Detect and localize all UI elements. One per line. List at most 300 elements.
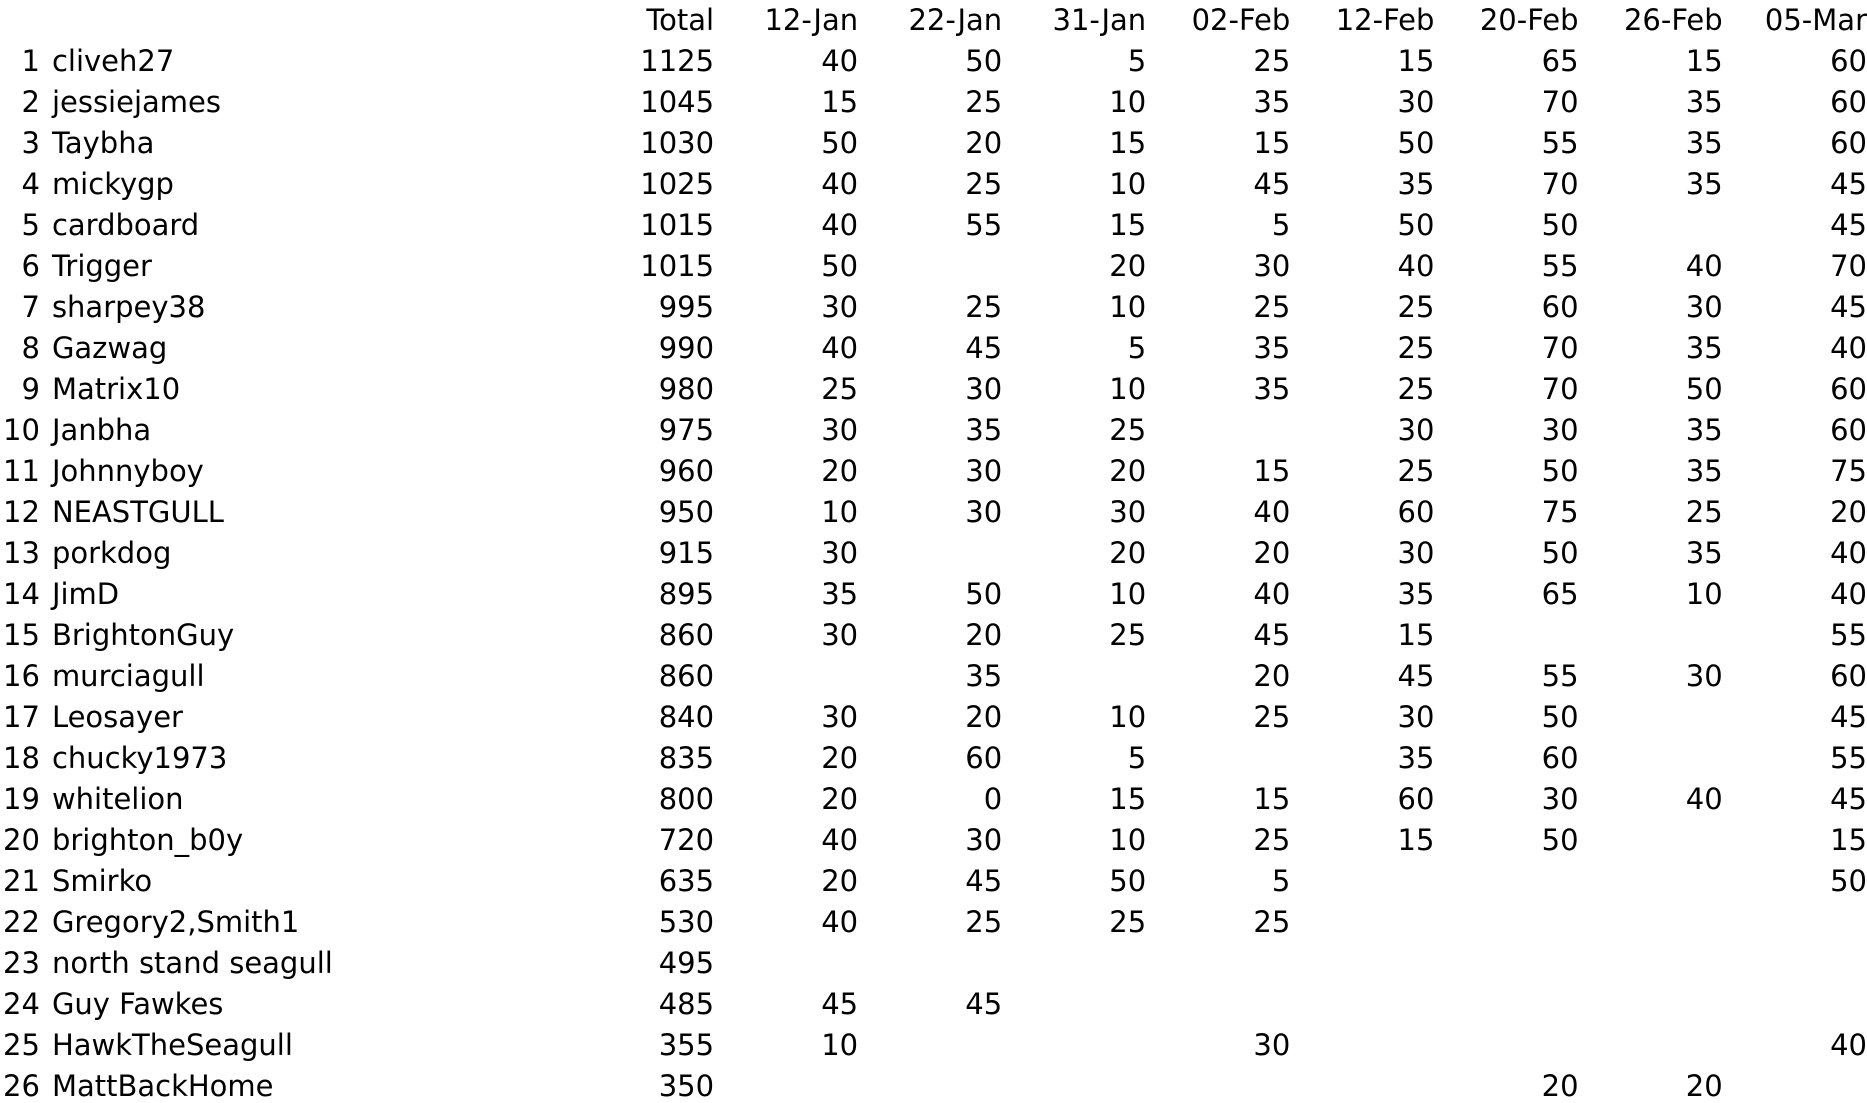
score-cell: 70 (1541, 372, 1579, 406)
total-cell: 1015 (640, 208, 715, 242)
score-cell: 40 (1397, 249, 1435, 283)
player-name-cell: Guy Fawkes (51, 987, 224, 1021)
score-cell: 25 (1253, 700, 1291, 734)
score-cell (1002, 1066, 1146, 1103)
score-cell: 70 (1541, 85, 1579, 119)
player-name-cell: HawkTheSeagull (51, 1028, 293, 1062)
table-row (0, 984, 1867, 1025)
total-cell: 950 (658, 495, 715, 529)
score-cell: 50 (1685, 372, 1723, 406)
score-cell: 35 (965, 659, 1003, 693)
score-cell: 45 (965, 987, 1003, 1021)
score-cell (1290, 1025, 1434, 1066)
score-cell: 30 (821, 290, 859, 324)
rank-cell: 8 (21, 331, 40, 365)
rank-cell: 25 (3, 1028, 40, 1062)
score-cell: 20 (1830, 495, 1867, 529)
rank-cell: 13 (3, 536, 40, 570)
table-row (0, 123, 1867, 164)
score-cell: 45 (1830, 782, 1867, 816)
table-row (0, 902, 1867, 943)
score-cell: 25 (1109, 413, 1147, 447)
score-cell: 15 (1397, 44, 1435, 78)
table-row (0, 451, 1867, 492)
score-cell (858, 1025, 1002, 1066)
score-cell: 25 (1397, 290, 1435, 324)
date-header: 05-Mar (1764, 3, 1867, 37)
date-header: 26-Feb (1623, 3, 1723, 37)
score-cell: 35 (821, 577, 859, 611)
score-cell: 55 (1541, 659, 1579, 693)
score-cell (1434, 902, 1578, 943)
score-cell: 30 (965, 823, 1003, 857)
table-row (0, 779, 1867, 820)
date-header: 31-Jan (1052, 3, 1147, 37)
rank-cell: 22 (3, 905, 40, 939)
date-header: 02-Feb (1191, 3, 1291, 37)
score-cell: 40 (1253, 577, 1291, 611)
score-cell: 10 (1109, 167, 1147, 201)
score-cell (1579, 943, 1723, 984)
score-cell: 25 (1253, 44, 1291, 78)
leaderboard-rows (0, 41, 1867, 1103)
score-cell: 5 (1127, 331, 1147, 365)
player-name-cell: Trigger (51, 249, 152, 283)
score-cell: 10 (1109, 85, 1147, 119)
score-cell (1434, 615, 1578, 656)
total-cell: 1025 (640, 167, 715, 201)
score-cell: 40 (1830, 536, 1867, 570)
score-cell: 50 (1830, 864, 1867, 898)
player-name-cell: Johnnyboy (51, 454, 204, 488)
score-cell: 60 (1830, 44, 1867, 78)
score-cell: 45 (821, 987, 859, 1021)
total-cell: 720 (658, 823, 715, 857)
player-name-cell: jessiejames (51, 85, 221, 119)
score-cell: 35 (1253, 85, 1291, 119)
score-cell: 35 (1685, 536, 1723, 570)
total-cell: 975 (658, 413, 715, 447)
score-cell: 5 (1127, 741, 1147, 775)
player-name-cell: sharpey38 (51, 290, 206, 324)
total-cell: 800 (658, 782, 715, 816)
rank-cell: 6 (21, 249, 40, 283)
score-cell: 50 (1541, 536, 1579, 570)
total-cell: 895 (658, 577, 715, 611)
rank-cell: 7 (21, 290, 40, 324)
score-cell (714, 656, 858, 697)
table-row (0, 328, 1867, 369)
player-name-cell: Smirko (51, 864, 153, 898)
header-row (0, 0, 1867, 41)
table-row (0, 615, 1867, 656)
score-cell: 60 (1830, 659, 1867, 693)
rank-cell: 3 (21, 126, 40, 160)
player-name-cell: Gregory2,Smith1 (51, 905, 300, 939)
table-row (0, 1066, 1867, 1103)
player-name-cell: mickygp (51, 167, 174, 201)
total-cell: 960 (658, 454, 715, 488)
score-cell: 60 (1830, 413, 1867, 447)
score-cell: 60 (1830, 126, 1867, 160)
score-cell (1579, 1025, 1723, 1066)
score-cell (1723, 1066, 1867, 1103)
score-cell: 5 (1271, 208, 1291, 242)
score-cell: 20 (821, 864, 859, 898)
score-cell: 20 (821, 741, 859, 775)
table-row (0, 492, 1867, 533)
score-cell (1290, 1066, 1434, 1103)
score-cell: 5 (1127, 44, 1147, 78)
score-cell: 15 (1685, 44, 1723, 78)
score-cell: 15 (1109, 782, 1147, 816)
score-cell: 65 (1541, 577, 1579, 611)
total-cell: 1015 (640, 249, 715, 283)
score-cell: 50 (1541, 208, 1579, 242)
score-cell (1290, 902, 1434, 943)
score-cell: 25 (1685, 495, 1723, 529)
total-cell: 1045 (640, 85, 715, 119)
score-cell: 60 (1830, 372, 1867, 406)
score-cell: 35 (1685, 126, 1723, 160)
score-cell: 40 (821, 905, 859, 939)
score-cell: 45 (965, 864, 1003, 898)
score-cell: 50 (1397, 208, 1435, 242)
score-cell: 55 (1541, 126, 1579, 160)
player-name-cell: Janbha (51, 413, 152, 447)
score-cell: 25 (1253, 905, 1291, 939)
table-row (0, 820, 1867, 861)
score-cell (1146, 984, 1290, 1025)
score-cell: 10 (1109, 372, 1147, 406)
score-cell: 60 (1541, 290, 1579, 324)
score-cell: 40 (821, 167, 859, 201)
score-cell: 10 (821, 1028, 859, 1062)
total-cell: 835 (658, 741, 715, 775)
total-cell: 1125 (640, 44, 715, 78)
score-cell: 15 (1253, 782, 1291, 816)
rank-cell: 17 (3, 700, 40, 734)
score-cell (1434, 984, 1578, 1025)
table-row (0, 861, 1867, 902)
total-cell: 860 (658, 659, 715, 693)
score-cell: 15 (1397, 823, 1435, 857)
score-cell (1579, 205, 1723, 246)
total-cell: 860 (658, 618, 715, 652)
score-cell: 10 (821, 495, 859, 529)
score-cell: 45 (1830, 208, 1867, 242)
total-cell: 485 (658, 987, 715, 1021)
score-cell: 50 (965, 44, 1003, 78)
score-cell (858, 533, 1002, 574)
player-name-cell: whitelion (51, 782, 184, 816)
rank-cell: 23 (3, 946, 40, 980)
date-header: 22-Jan (908, 3, 1003, 37)
score-cell: 50 (821, 126, 859, 160)
total-cell: 995 (658, 290, 715, 324)
total-cell: 355 (658, 1028, 715, 1062)
total-cell: 635 (658, 864, 715, 898)
score-cell: 35 (965, 413, 1003, 447)
rank-cell: 11 (3, 454, 40, 488)
score-cell: 45 (1830, 167, 1867, 201)
score-cell: 55 (1541, 249, 1579, 283)
table-row (0, 697, 1867, 738)
score-cell: 30 (1397, 536, 1435, 570)
score-cell: 30 (1109, 495, 1147, 529)
score-cell: 20 (1685, 1069, 1723, 1103)
score-cell (1002, 656, 1146, 697)
score-cell (1146, 1066, 1290, 1103)
player-name-cell: Leosayer (51, 700, 183, 734)
score-cell: 20 (965, 618, 1003, 652)
score-cell: 30 (1253, 1028, 1291, 1062)
score-cell: 15 (1109, 208, 1147, 242)
score-cell: 30 (821, 536, 859, 570)
score-cell (858, 1066, 1002, 1103)
score-cell: 25 (965, 85, 1003, 119)
rank-cell: 2 (21, 85, 40, 119)
table-row (0, 287, 1867, 328)
score-cell: 30 (965, 372, 1003, 406)
score-cell: 40 (821, 44, 859, 78)
player-name-cell: porkdog (51, 536, 172, 570)
score-cell: 25 (965, 905, 1003, 939)
score-cell: 50 (965, 577, 1003, 611)
score-cell (714, 1066, 858, 1103)
total-cell: 495 (658, 946, 715, 980)
score-cell: 10 (1685, 577, 1723, 611)
table-row (0, 574, 1867, 615)
score-cell (1290, 943, 1434, 984)
table-row (0, 533, 1867, 574)
score-cell (1290, 984, 1434, 1025)
total-cell: 980 (658, 372, 715, 406)
score-cell: 65 (1541, 44, 1579, 78)
table-row (0, 164, 1867, 205)
score-cell (714, 943, 858, 984)
table-row (0, 369, 1867, 410)
score-cell: 35 (1685, 167, 1723, 201)
table-row (0, 205, 1867, 246)
score-cell (1723, 902, 1867, 943)
score-cell (1146, 738, 1290, 779)
score-cell: 45 (1253, 167, 1291, 201)
score-cell: 10 (1109, 700, 1147, 734)
player-name-cell: NEASTGULL (51, 495, 224, 529)
score-cell: 30 (1397, 413, 1435, 447)
score-cell: 20 (1253, 659, 1291, 693)
score-cell (1290, 861, 1434, 902)
score-cell: 45 (1830, 290, 1867, 324)
score-cell: 20 (965, 126, 1003, 160)
score-cell: 0 (983, 782, 1003, 816)
score-cell: 60 (1541, 741, 1579, 775)
rank-cell: 9 (21, 372, 40, 406)
score-cell: 50 (1541, 823, 1579, 857)
score-cell: 20 (821, 454, 859, 488)
score-cell: 40 (821, 823, 859, 857)
table-row (0, 656, 1867, 697)
total-cell: 990 (658, 331, 715, 365)
score-cell: 25 (1109, 618, 1147, 652)
score-cell (1723, 943, 1867, 984)
score-cell: 30 (1253, 249, 1291, 283)
score-cell: 30 (1541, 413, 1579, 447)
rank-cell: 21 (3, 864, 40, 898)
score-cell: 55 (1830, 741, 1867, 775)
score-cell: 35 (1397, 577, 1435, 611)
player-name-cell: cardboard (51, 208, 200, 242)
total-cell: 1030 (640, 126, 715, 160)
rank-header (0, 0, 40, 41)
score-cell: 35 (1685, 85, 1723, 119)
rank-cell: 14 (3, 577, 40, 611)
rank-cell: 4 (21, 167, 40, 201)
score-cell: 70 (1830, 249, 1867, 283)
score-cell: 40 (1830, 1028, 1867, 1062)
score-cell: 10 (1109, 290, 1147, 324)
score-cell: 45 (965, 331, 1003, 365)
score-cell: 25 (1397, 372, 1435, 406)
score-cell: 55 (965, 208, 1003, 242)
score-cell: 35 (1685, 331, 1723, 365)
score-cell: 50 (1397, 126, 1435, 160)
score-cell: 25 (1397, 331, 1435, 365)
score-cell: 50 (821, 249, 859, 283)
score-cell: 35 (1397, 741, 1435, 775)
score-cell (1434, 943, 1578, 984)
name-header (40, 0, 575, 41)
score-cell: 20 (1253, 536, 1291, 570)
score-cell (858, 246, 1002, 287)
score-cell: 70 (1541, 331, 1579, 365)
score-cell (1579, 902, 1723, 943)
score-cell: 60 (965, 741, 1003, 775)
date-header: 12-Jan (764, 3, 859, 37)
score-cell: 30 (1685, 290, 1723, 324)
score-cell: 50 (1541, 454, 1579, 488)
score-cell: 30 (965, 454, 1003, 488)
total-cell: 840 (658, 700, 715, 734)
rank-cell: 12 (3, 495, 40, 529)
player-name-cell: cliveh27 (51, 44, 175, 78)
player-name-cell: Taybha (51, 126, 155, 160)
score-cell (1002, 943, 1146, 984)
score-cell: 50 (1541, 700, 1579, 734)
score-cell: 55 (1830, 618, 1867, 652)
score-cell (1579, 820, 1723, 861)
score-cell: 25 (1253, 823, 1291, 857)
score-cell: 15 (1830, 823, 1867, 857)
rank-cell: 10 (3, 413, 40, 447)
score-cell: 30 (821, 413, 859, 447)
table-row (0, 1025, 1867, 1066)
score-cell: 5 (1271, 864, 1291, 898)
score-cell: 15 (821, 85, 859, 119)
score-cell: 35 (1397, 167, 1435, 201)
total-cell: 915 (658, 536, 715, 570)
score-cell: 20 (1109, 249, 1147, 283)
rank-cell: 19 (3, 782, 40, 816)
score-cell: 20 (821, 782, 859, 816)
score-cell: 35 (1685, 413, 1723, 447)
score-cell: 30 (965, 495, 1003, 529)
table-row (0, 943, 1867, 984)
score-cell: 30 (1397, 85, 1435, 119)
date-header: 20-Feb (1479, 3, 1579, 37)
score-cell: 35 (1253, 331, 1291, 365)
score-cell (1723, 984, 1867, 1025)
score-cell: 20 (965, 700, 1003, 734)
total-cell: 350 (658, 1069, 715, 1103)
score-cell: 15 (1397, 618, 1435, 652)
score-cell: 15 (1109, 126, 1147, 160)
rank-cell: 26 (3, 1069, 40, 1103)
table-row (0, 410, 1867, 451)
player-name-cell: BrightonGuy (51, 618, 235, 652)
score-cell: 25 (1397, 454, 1435, 488)
score-cell: 75 (1541, 495, 1579, 529)
score-cell (1434, 861, 1578, 902)
score-cell: 40 (1685, 249, 1723, 283)
score-cell: 35 (1253, 372, 1291, 406)
score-cell: 45 (1830, 700, 1867, 734)
player-name-cell: MattBackHome (51, 1069, 274, 1103)
score-cell (1002, 984, 1146, 1025)
score-cell: 30 (821, 700, 859, 734)
score-cell: 40 (1830, 577, 1867, 611)
score-cell: 20 (1541, 1069, 1579, 1103)
score-cell: 10 (1109, 577, 1147, 611)
score-cell: 30 (821, 618, 859, 652)
rank-cell: 18 (3, 741, 40, 775)
rank-cell: 15 (3, 618, 40, 652)
score-cell (858, 943, 1002, 984)
score-cell: 70 (1541, 167, 1579, 201)
score-cell: 50 (1109, 864, 1147, 898)
score-cell: 30 (1685, 659, 1723, 693)
score-cell: 30 (1397, 700, 1435, 734)
score-cell (1579, 738, 1723, 779)
total-cell: 530 (658, 905, 715, 939)
score-cell: 45 (1397, 659, 1435, 693)
rank-cell: 16 (3, 659, 40, 693)
player-name-cell: murciagull (51, 659, 205, 693)
player-name-cell: JimD (51, 577, 120, 611)
score-cell (1146, 943, 1290, 984)
table-row (0, 738, 1867, 779)
player-name-cell: chucky1973 (51, 741, 228, 775)
score-cell: 30 (1541, 782, 1579, 816)
score-cell: 60 (1397, 495, 1435, 529)
score-cell: 40 (1830, 331, 1867, 365)
score-cell (1579, 984, 1723, 1025)
score-cell: 10 (1109, 823, 1147, 857)
table-row (0, 41, 1867, 82)
score-cell: 40 (1685, 782, 1723, 816)
score-cell: 60 (1397, 782, 1435, 816)
score-cell: 25 (1253, 290, 1291, 324)
table-row (0, 82, 1867, 123)
date-header: 12-Feb (1335, 3, 1435, 37)
score-cell: 25 (965, 167, 1003, 201)
rank-cell: 5 (21, 208, 40, 242)
score-cell (1579, 861, 1723, 902)
score-cell (1146, 410, 1290, 451)
score-cell: 25 (821, 372, 859, 406)
score-cell: 75 (1830, 454, 1867, 488)
